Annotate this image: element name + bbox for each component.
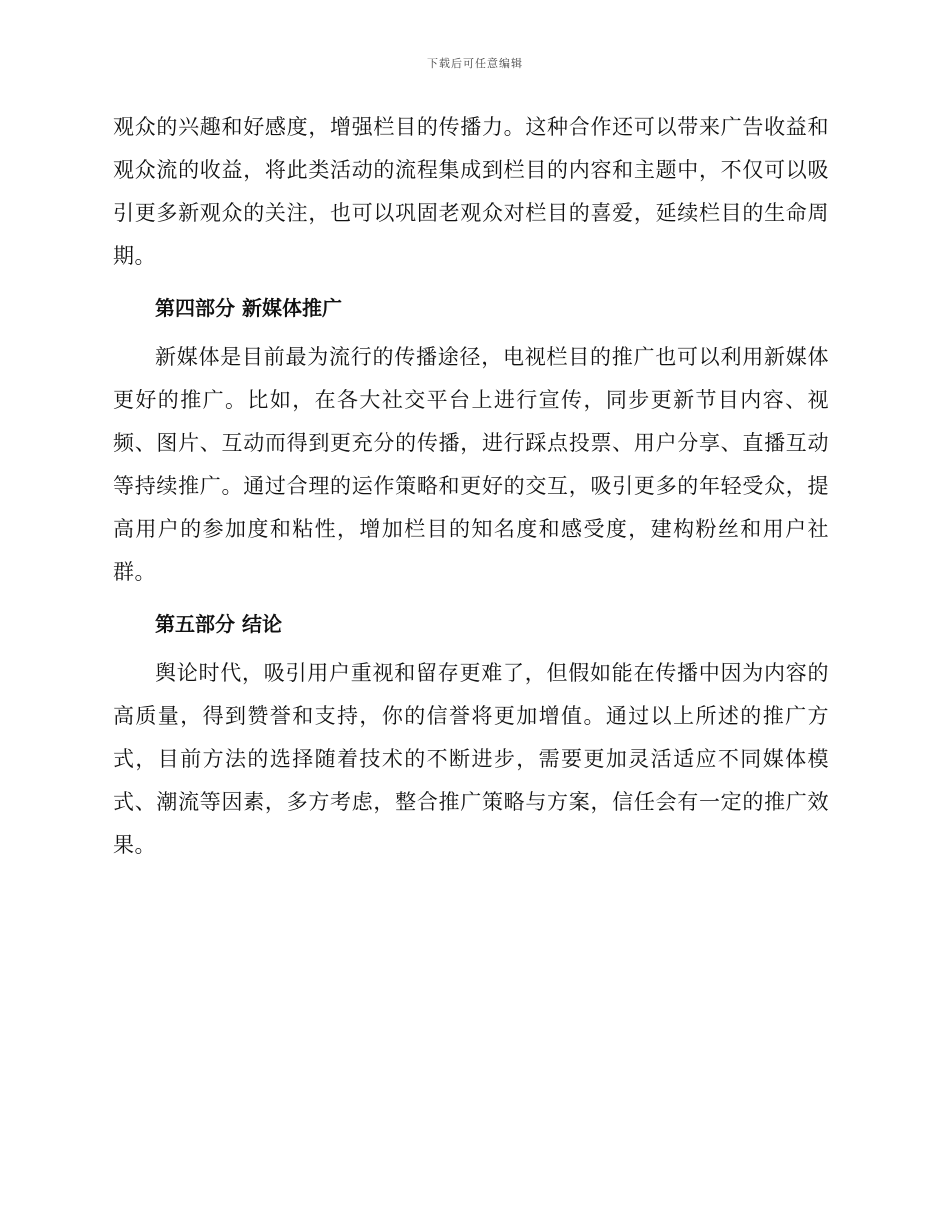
paragraph-new-media: 新媒体是目前最为流行的传播途径，电视栏目的推广也可以利用新媒体更好的推广。比如，在各大社交平台上进行宣传，同步更新节目内容、视频、图片、互动而得到更充分的传播，进行踩点投票、用户分享、直播互动等持续推广。通过合理的运作策略和更好的交互，吸引更多的年轻受众，提高用户的参加度和粘性，增加栏目的知名度和感受度，建构粉丝和用户社群。: [113, 345, 829, 584]
paragraph-continuation: 观众的兴趣和好感度，增强栏目的传播力。这种合作还可以带来广告收益和观众流的收益，将此类活动的流程集成到栏目的内容和主题中，不仅可以吸引更多新观众的关注，也可以巩固老观众对栏目的喜爱，延续栏目的生命周期。: [113, 115, 829, 268]
header-note: 下载后可任意编辑: [427, 57, 523, 70]
section-heading-conclusion: 第五部分 结论: [155, 612, 282, 636]
section-heading-new-media: 第四部分 新媒体推广: [155, 296, 342, 320]
paragraph-conclusion: 舆论时代，吸引用户重视和留存更难了，但假如能在传播中因为内容的高质量，得到赞誉和支持，你的信誉将更加增值。通过以上所述的推广方式，目前方法的选择随着技术的不断进步，需要更加灵活适应不同媒体模式、潮流等因素，多方考虑，整合推广策略与方案，信任会有一定的推广效果。: [113, 661, 829, 857]
document-body: [113, 106, 829, 867]
